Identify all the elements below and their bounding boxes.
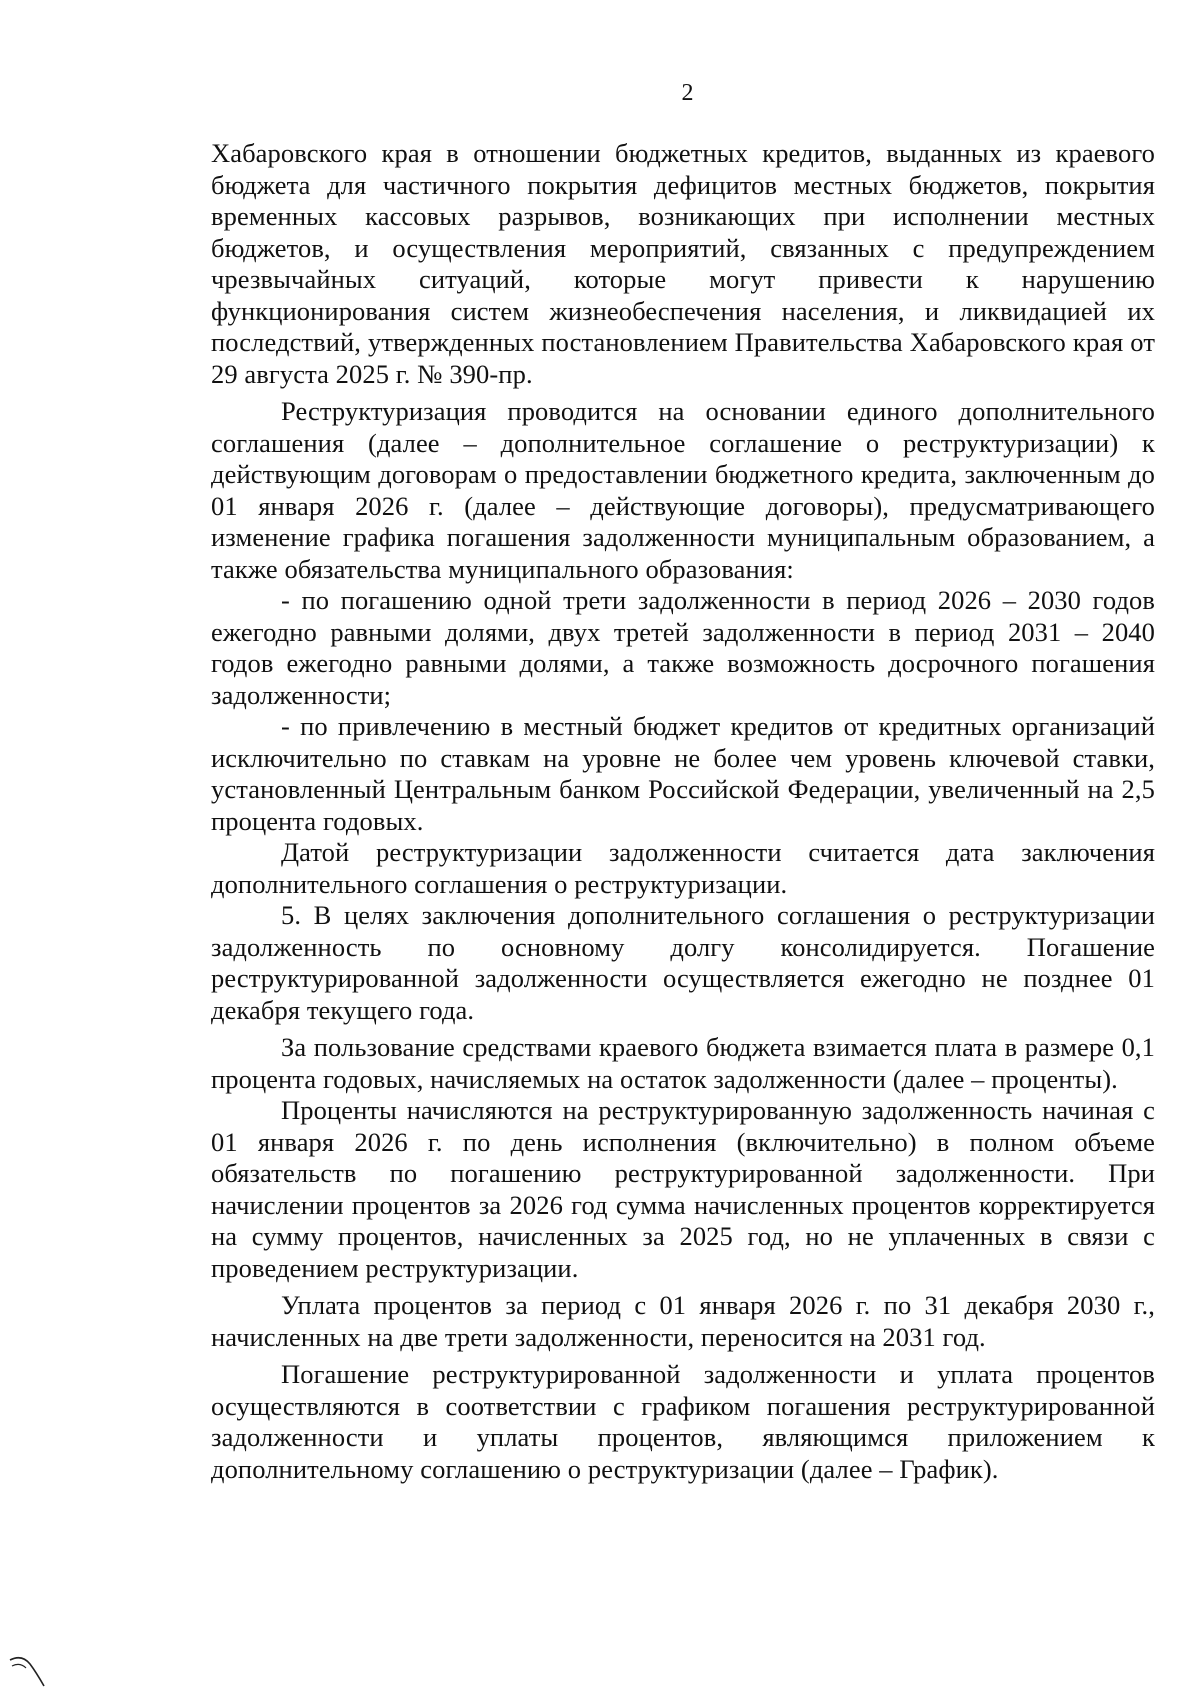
paragraph-restructuring-basis: Реструктуризация проводится на основании единого дополнительного соглашения (далее – дополнительное соглашение о реструктуризации) к действующим договорам о предоставлении бюджетного кредита, заключенным до 01 января 2026 г. (далее – действующие договоры), предусматривающего изменение графика погашения задолженности муниципальным образованием, а также обязательства муниципального образования: [211, 396, 1155, 584]
document-body [211, 138, 1155, 1485]
paragraph-interest-payment: Уплата процентов за период с 01 января 2026 г. по 31 декабря 2030 г., начисленных на две трети задолженности, переносится на 2031 год. [211, 1290, 1155, 1352]
paragraph-restructuring-date: Датой реструктуризации задолженности считается дата заключения дополнительного соглашения о реструктуризации. [211, 837, 1155, 899]
list-item-debt-repayment: - по погашению одной трети задолженности в период 2026 – 2030 годов ежегодно равными долями, двух третей задолженности в период 2031 – 2040 годов ежегодно равными долями, а также возможность досрочного погашения задолженности; [211, 585, 1155, 710]
page-number: 2 [681, 80, 694, 106]
scan-corner-mark [8, 1650, 48, 1690]
paragraph-continuation: Хабаровского края в отношении бюджетных кредитов, выданных из краевого бюджета для частичного покрытия дефицитов местных бюджетов, покрытия временных кассовых разрывов, возникающих при исполнении местных бюджетов, и осуществления мероприятий, связанных с предупреждением чрезвычайных ситуаций, которые могут привести к нарушению функционирования систем жизнеобеспечения населения, и ликвидацией их последствий, утвержденных постановлением Правительства Хабаровского края от 29 августа 2025 г. № 390-пр. [211, 138, 1155, 389]
paragraph-item-5: 5. В целях заключения дополнительного соглашения о реструктуризации задолженность по основному долгу консолидируется. Погашение реструктурированной задолженности осуществляется ежегодно не позднее 01 декабря текущего года. [211, 900, 1155, 1025]
paragraph-fee: За пользование средствами краевого бюджета взимается плата в размере 0,1 процента годовых, начисляемых на остаток задолженности (далее – проценты). [211, 1032, 1155, 1094]
paragraph-interest-accrual: Проценты начисляются на реструктурированную задолженность начиная с 01 января 2026 г. по день исполнения (включительно) в полном объеме обязательств по погашению реструктурированной задолженности. При начислении процентов за 2026 год сумма начисленных процентов корректируется на сумму процентов, начисленных за 2025 год, но не уплаченных в связи с проведением реструктуризации. [211, 1095, 1155, 1283]
list-item-credit-attraction: - по привлечению в местный бюджет кредитов от кредитных организаций исключительно по ставкам на уровне не более чем уровень ключевой ставки, установленный Центральным банком Российской Федерации, увеличенный на 2,5 процента годовых. [211, 711, 1155, 836]
paragraph-schedule: Погашение реструктурированной задолженности и уплата процентов осуществляются в соответствии с графиком погашения реструктурированной задолженности и уплаты процентов, являющимся приложением к дополнительному соглашению о реструктуризации (далее – График). [211, 1359, 1155, 1484]
